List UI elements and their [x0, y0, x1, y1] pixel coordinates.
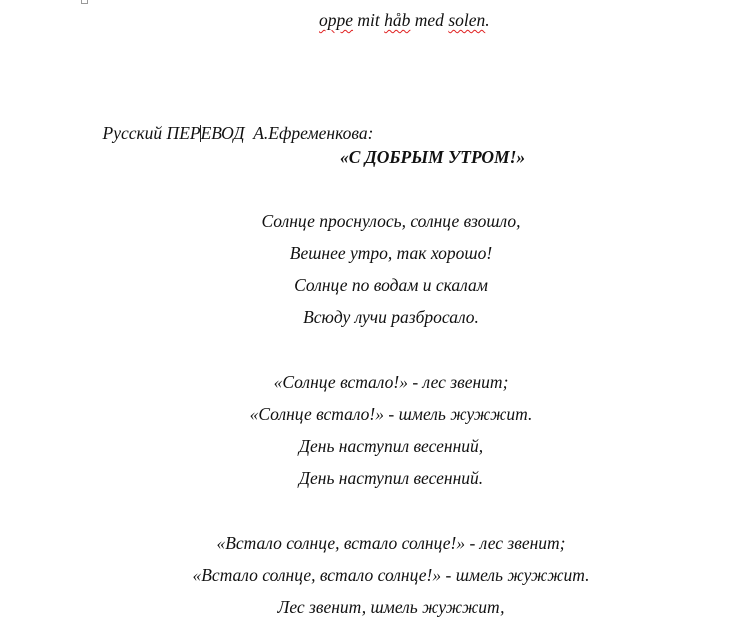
word: mit — [353, 10, 385, 30]
misspelled-word[interactable]: solen — [448, 10, 486, 30]
heading-text-part1: Русский ПЕР — [102, 123, 201, 143]
poem-line: Лес звенит, шмель жужжит, — [277, 597, 505, 617]
poem-line: «Встало солнце, встало солнце!» - шмель жужжит. — [192, 565, 590, 585]
poem-line: Вешнее утро, так хорошо! — [289, 243, 493, 263]
poem-line: Солнце проснулось, солнце взошло, — [261, 211, 521, 231]
poem-title-text: «С ДОБРЫМ УТРОМ!» — [340, 147, 526, 167]
poem-line: День наступил весенний, — [298, 436, 484, 456]
word: med — [410, 10, 449, 30]
word: . — [485, 10, 490, 30]
poem-line: «Солнце встало!» - шмель жужжит. — [249, 404, 533, 424]
object-anchor-icon[interactable] — [81, 0, 88, 4]
danish-line — [319, 9, 490, 31]
poem-line: Всюду лучи разбросало. — [303, 307, 479, 327]
misspelled-word[interactable]: håb — [384, 10, 411, 30]
heading-text-part2: ЕВОД А.Ефременкова: — [200, 123, 374, 143]
poem-line: День наступил весенний. — [298, 468, 484, 488]
poem-title — [340, 146, 525, 168]
misspelled-word[interactable]: oppe — [319, 10, 354, 30]
poem-line: «Солнце встало!» - лес звенит; — [273, 372, 509, 392]
poem-line: Солнце по водам и скалам — [294, 275, 488, 295]
poem-line: «Встало солнце, встало солнце!» - лес звенит; — [216, 533, 566, 553]
translation-heading — [85, 100, 373, 166]
